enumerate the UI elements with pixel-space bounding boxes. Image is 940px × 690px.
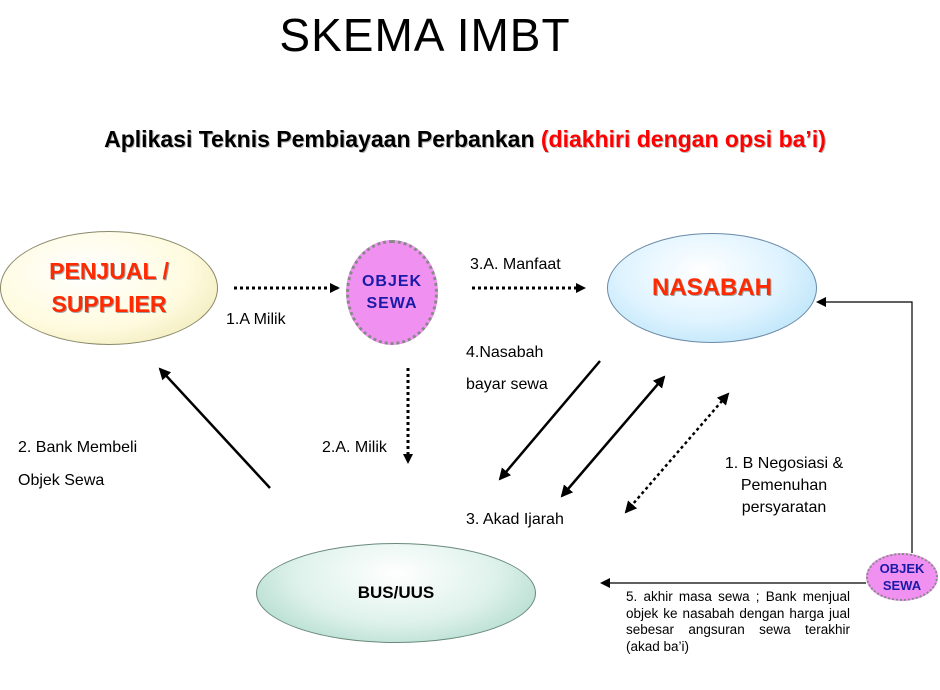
label-negosiasi-1: 1. B Negosiasi & (724, 455, 844, 472)
label-1a-milik: 1.A Milik (226, 311, 286, 328)
label-2a-milik: 2.A. Milik (322, 439, 387, 456)
label-negosiasi-2: Pemenuhan (740, 477, 828, 494)
label-negosiasi-3: persyaratan (741, 499, 827, 516)
nasabah-node: NASABAH (607, 233, 817, 343)
objek-sewa-line-1: OBJEK (361, 272, 423, 290)
subtitle-main: Aplikasi Teknis Pembiayaan Perbankan (104, 126, 541, 152)
label-bank-membeli-2: Objek Sewa (18, 472, 105, 489)
label-akad-ijarah: 3. Akad Ijarah (466, 511, 564, 528)
supplier-line-2: SUPPLIER (51, 291, 167, 317)
diagram-title: SKEMA IMBT (279, 9, 571, 61)
supplier-node (0, 231, 218, 345)
label-negosiasi (704, 453, 864, 519)
label-nasabah-bayar-1: 4.Nasabah (466, 344, 544, 361)
label-akhir-masa-sewa: 5. akhir masa sewa ; Bank menjual objek ke nasabah dengan harga jual sebesar angsuran sewa terakhir (akad ba’i) (626, 589, 850, 654)
label-3a-manfaat: 3.A. Manfaat (470, 256, 561, 273)
objek-sewa-small-line-2: SEWA (882, 578, 922, 593)
bus-uus-node: BUS/UUS (256, 543, 536, 643)
objek-sewa-small-node (866, 553, 938, 601)
objek-sewa-small-line-1: OBJEK (879, 561, 925, 576)
objek-sewa-node (346, 240, 438, 345)
label-nasabah-bayar-2: bayar sewa (466, 376, 548, 393)
label-bank-membeli-1: 2. Bank Membeli (18, 439, 138, 456)
supplier-line-1: PENJUAL / (49, 258, 169, 284)
objek-sewa-line-2: SEWA (366, 294, 418, 312)
arrow-akad-ijarah (562, 377, 664, 496)
subtitle-highlight: (diakhiri dengan opsi ba’i) (540, 126, 826, 152)
arrow-bank-membeli (160, 369, 270, 488)
